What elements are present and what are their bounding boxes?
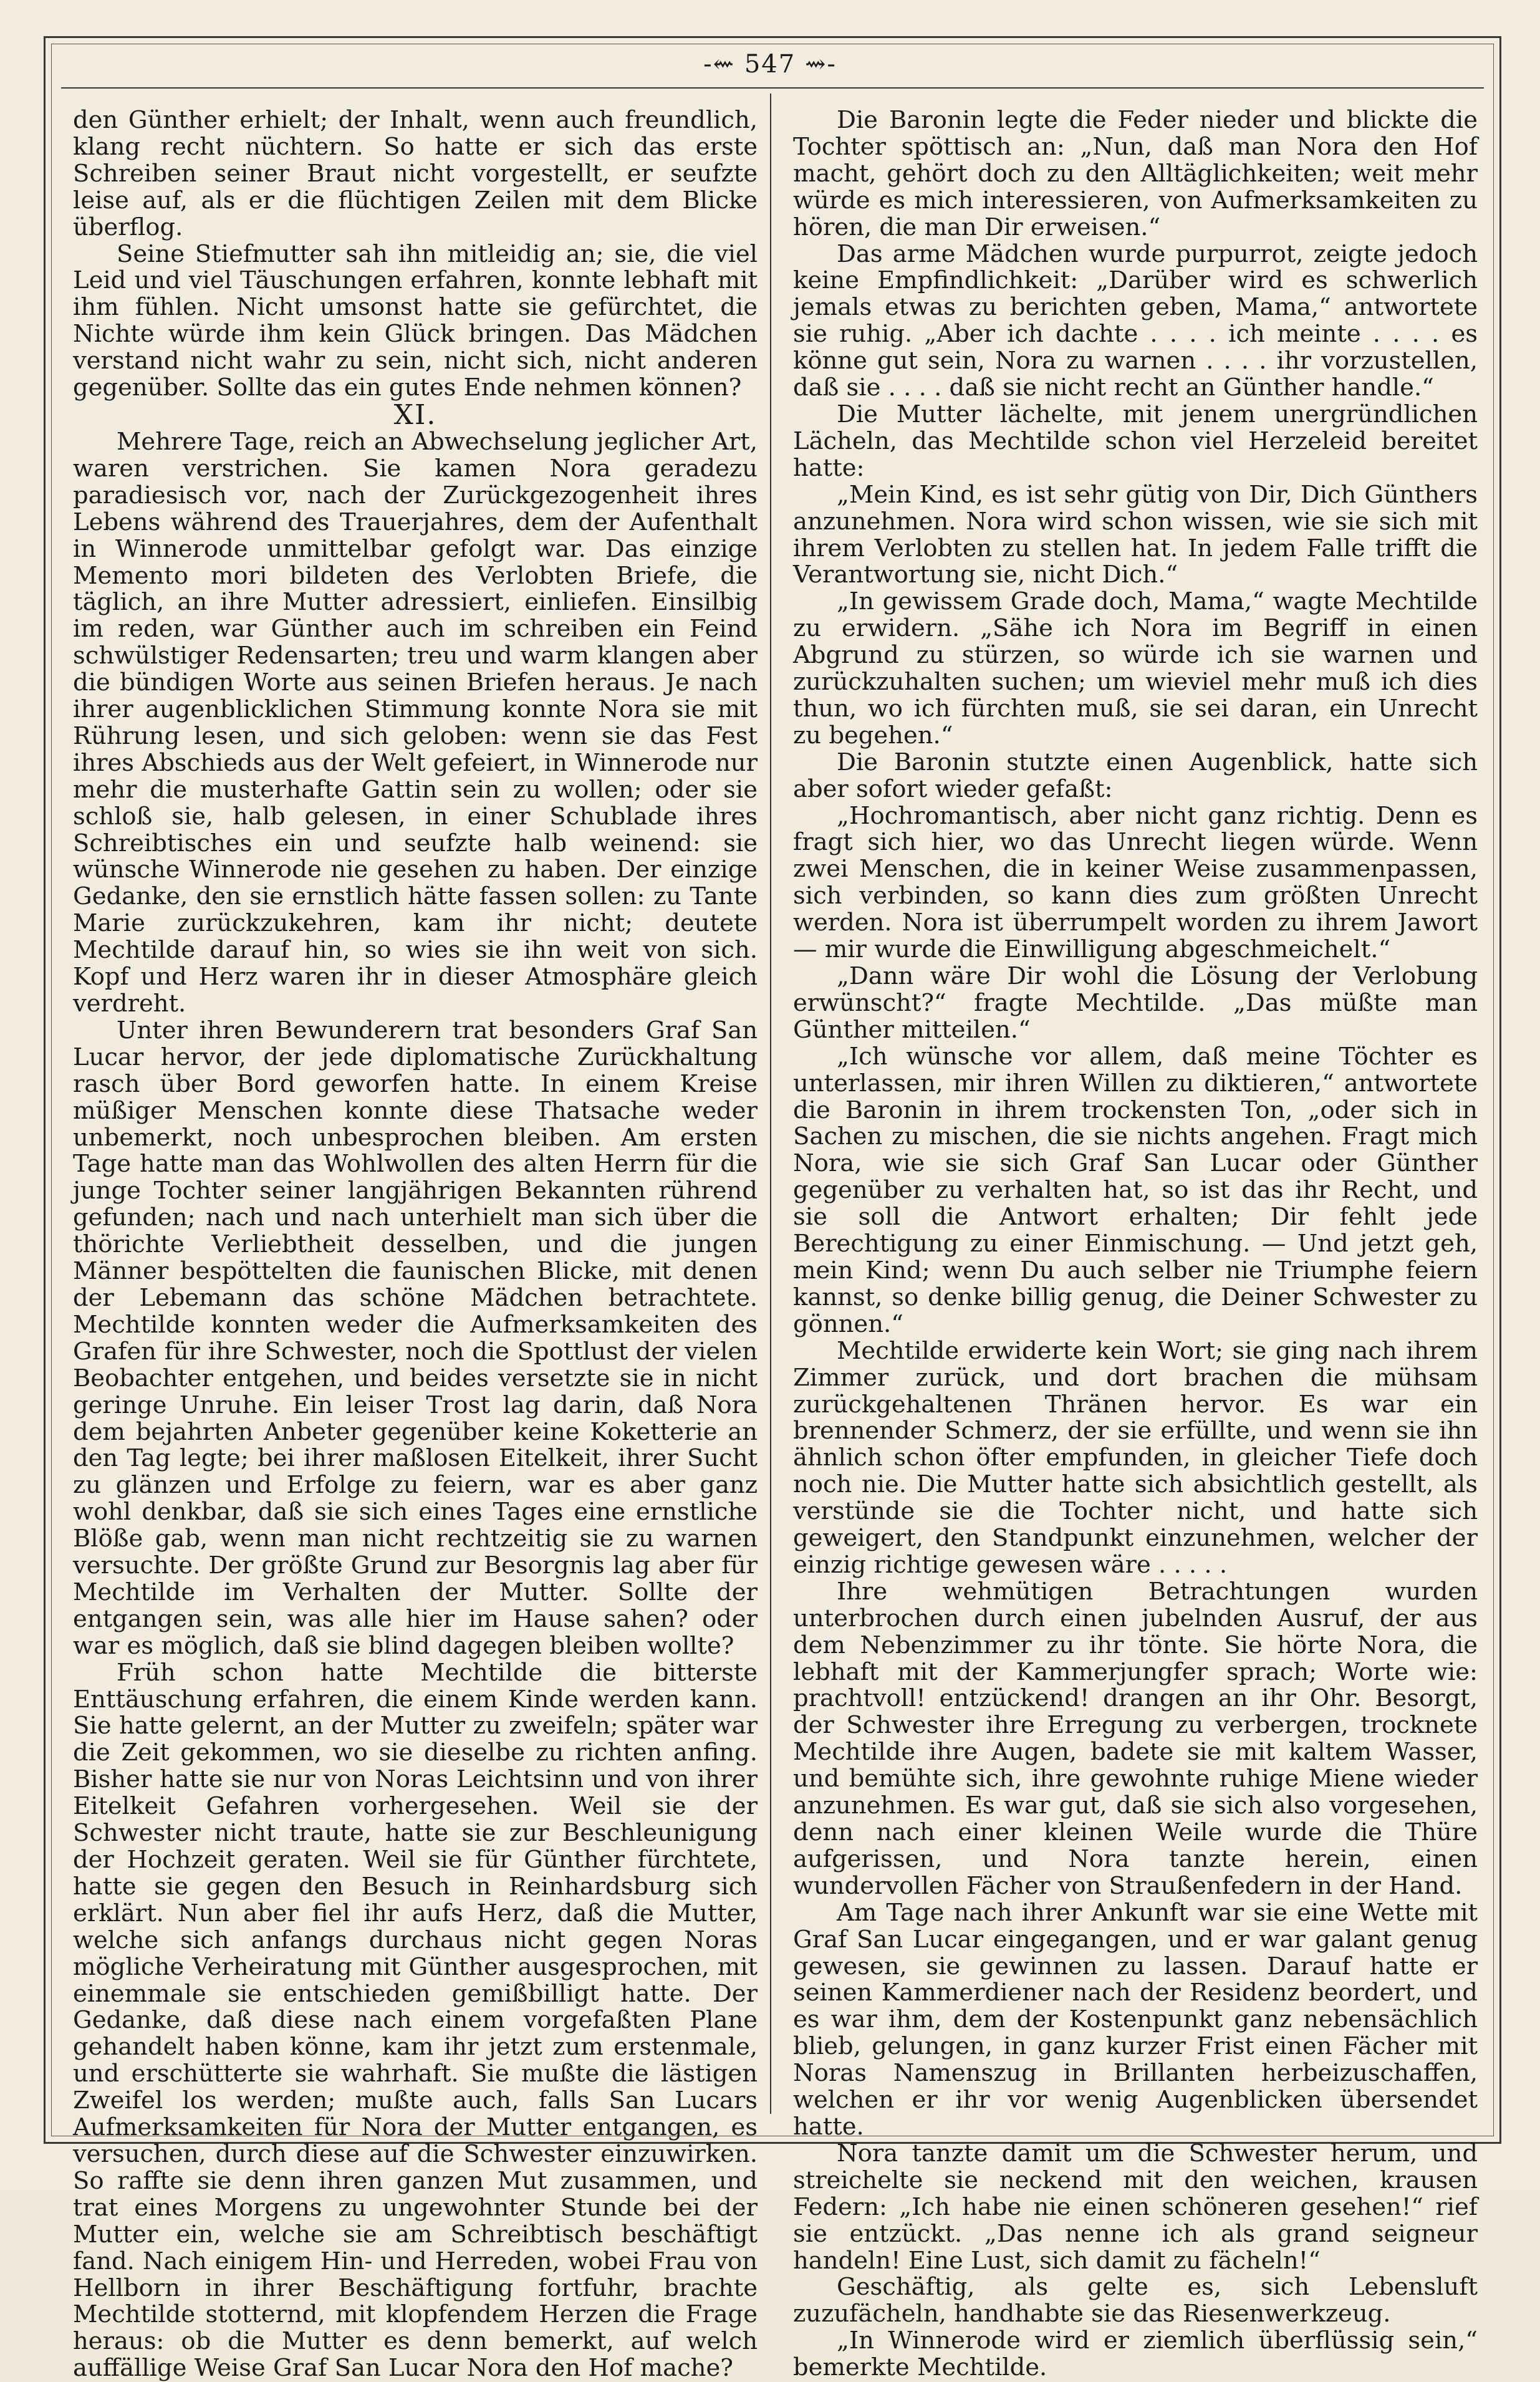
page-number: -⇜ 547 ⇝- <box>703 50 837 79</box>
paragraph: Früh schon hatte Mechtilde die bitterste Enttäuschung erfahren, die einem Kinde werden kann. Sie hatte gelernt, an der Mutter zu zweifeln; später war die Zeit gekommen, wo sie dieselbe zu richten anfing. Bisher hatte sie nur von Noras Leichtsinn und von ihrer Eitelkeit Gefahren vorhergesehen. Weil sie der Schwester nicht traute, hatte sie zur Beschleunigung der Hochzeit geraten. Weil sie für Günther fürchtete, hatte sie gegen den Besuch in Reinhardsburg sich erklärt. Nun aber fiel ihr aufs Herz, daß die Mutter, welche sich anfangs durchaus nicht gegen Noras mögliche Verheiratung mit Günther ausgesprochen, mit einemmale sie entschieden gemißbilligt hatte. Der Gedanke, daß diese nach einem vorgefaßten Plane gehandelt haben könne, kam ihr jetzt zum erstenmale, und erschütterte sie wahrhaft. Sie mußte die lästigen Zweifel los werden; mußte auch, falls San Lucars Aufmerksamkeiten für Nora der Mutter entgangen, es versuchen, durch diese auf die Schwester einzuwirken. So raffte sie denn ihren ganzen Mut zusammen, und trat eines Morgens zu ungewohnter Stunde bei der Mutter ein, welche sie am Schreibtisch beschäftigt fand. Nach einigem Hin- und Herreden, wobei Frau von Hellborn in ihrer Beschäftigung fortfuhr, brachte Mechtilde stotternd, mit klopfendem Herzen die Frage heraus: ob die Mutter es denn bemerkt, auf welch auffällige Weise Graf San Lucar Nora den Hof mache? <box>73 1658 758 2382</box>
paragraph: „Dann wäre Dir wohl die Lösung der Verlobung erwünscht?“ fragte Mechtilde. „Das müßte man Günther mitteilen.“ <box>793 962 1478 1044</box>
column-divider <box>770 94 771 2114</box>
paragraph: „Hochromantisch, aber nicht ganz richtig. Denn es fragt sich hier, wo das Unrecht liegen würde. Wenn zwei Menschen, die in keiner Weise zusammenpassen, sich verbinden, so kann dies zum größten Unrecht werden. Nora ist überrumpelt worden zu ihrem Jawort — mir wurde die Einwilligung abgeschmeichelt.“ <box>793 801 1478 964</box>
paragraph: Unter ihren Bewunderern trat besonders Graf San Lucar hervor, der jede diplomatische Zurückhaltung rasch über Bord geworfen hatte. In einem Kreise müßiger Menschen konnte diese Thatsache weder unbemerkt, noch unbesprochen bleiben. Am ersten Tage hatte man das Wohlwollen des alten Herrn für die junge Tochter seiner langjährigen Bekannten rührend gefunden; nach und nach unterhielt man sich über die thörichte Verliebtheit desselben, und die jungen Männer bespöttelten die faunischen Blicke, mit denen der Lebemann das schöne Mädchen betrachtete. Mechtilde konnten weder die Aufmerksamkeiten des Grafen für ihre Schwester, noch die Spottlust der vielen Beobachter entgehen, und beides versetzte sie in nicht geringe Unruhe. Ein leiser Trost lag darin, daß Nora dem bejahrten Anbeter gegenüber keine Koketterie an den Tag legte; bei ihrer maßlosen Eitelkeit, ihrer Sucht zu glänzen und Erfolge zu feiern, war es aber ganz wohl denkbar, daß sie sich eines Tages eine ernstliche Blöße gab, wenn man nicht rechtzeitig sie zu warnen versuchte. Der größte Grund zur Besorgnis lag aber für Mechtilde im Verhalten der Mutter. Sollte der entgangen sein, was alle hier im Hause sahen? oder war es möglich, daß sie blind dagegen bleiben wollte? <box>73 1016 758 1660</box>
paragraph: Das arme Mädchen wurde purpurrot, zeigte jedoch keine Empfindlichkeit: „Darüber wird es schwerlich jemals etwas zu berichten geben, Mama,“ antwortete sie ruhig. „Aber ich dachte . . . . ich meinte . . . . es könne gut sein, Nora zu warnen . . . . ihr vorzustellen, daß sie . . . . daß sie nicht recht an Günther handle.“ <box>793 239 1478 402</box>
paragraph: „In Winnerode wird er ziemlich überflüssig sein,“ bemerkte Mechtilde. <box>793 2327 1478 2382</box>
paragraph: Geschäftig, als gelte es, sich Lebensluft zuzufächeln, handhabte sie das Riesenwerkzeug. <box>793 2273 1478 2328</box>
right-column <box>793 106 1478 2382</box>
paragraph: Mechtilde erwiderte kein Wort; sie ging nach ihrem Zimmer zurück, und dort brachen die mühsam zurückgehaltenen Thränen hervor. Es war ein brennender Schmerz, der sie erfüllte, und wenn sie ihn ähnlich schon öfter empfunden, in gleicher Tiefe doch noch nie. Die Mutter hatte sich absichtlich gestellt, als verstünde sie die Tochter nicht, und hatte sich geweigert, den Standpunkt einzunehmen, welcher der einzig richtige gewesen wäre . . . . . <box>793 1336 1478 1579</box>
paragraph: „Mein Kind, es ist sehr gütig von Dir, Dich Günthers anzunehmen. Nora wird schon wissen, wie sie sich mit ihrem Verlobten zu stellen hat. In jedem Falle trifft die Verantwortung sie, nicht Dich.“ <box>793 480 1478 589</box>
paragraph: Die Baronin stutzte einen Augenblick, hatte sich aber sofort wieder gefaßt: <box>793 748 1478 803</box>
header-rule <box>61 87 1484 89</box>
paragraph: Die Baronin legte die Feder nieder und blickte die Tochter spöttisch an: „Nun, daß man Nora den Hof macht, gehört doch zu den Alltäglichkeiten; weit mehr würde es mich interessieren, von Aufmerksamkeiten zu hören, die man Dir erweisen.“ <box>793 106 1478 241</box>
paragraph: Ihre wehmütigen Betrachtungen wurden unterbrochen durch einen jubelnden Ausruf, der aus dem Nebenzimmer zu ihr tönte. Sie hörte Nora, die lebhaft mit der Kammerjungfer sprach; Worte wie: prachtvoll! entzückend! drangen an ihr Ohr. Besorgt, der Schwester ihre Erregung zu verbergen, trocknete Mechtilde ihre Augen, badete sie mit kaltem Wasser, und bemühte sich, ihre gewohnte ruhige Miene wieder anzunehmen. Es war gut, daß sie sich also vorgesehen, denn nach einer kleinen Weile wurde die Thüre aufgerissen, und Nora tanzte herein, einen wundervollen Fächer von Straußenfedern in der Hand. <box>793 1577 1478 1900</box>
paragraph: „Ich wünsche vor allem, daß meine Töchter es unterlassen, mir ihren Willen zu diktieren,“ antwortete die Baronin in ihrem trockensten Ton, „oder sich in Sachen zu mischen, die sie nichts angehen. Fragt mich Nora, wie sie sich Graf San Lucar oder Günther gegenüber zu verhalten hat, so ist das ihr Recht, und sie soll die Antwort erhalten; Dir fehlt jede Berechtigung zu einer Einmischung. — Und jetzt geh, mein Kind; wenn Du auch selber nie Triumphe feiern kannst, so denke billig genug, die Deiner Schwester zu gönnen.“ <box>793 1042 1478 1338</box>
paragraph: Die Mutter lächelte, mit jenem unergründlichen Lächeln, das Mechtilde schon viel Herzeleid bereitet hatte: <box>793 400 1478 482</box>
paragraph: Seine Stiefmutter sah ihn mitleidig an; sie, die viel Leid und viel Täuschungen erfahren, konnte lebhaft mit ihm fühlen. Nicht umsonst hatte sie gefürchtet, die Nichte würde ihm kein Glück bringen. Das Mädchen verstand nicht wahr zu sein, nicht sich, nicht anderen gegenüber. Sollte das ein gutes Ende nehmen können? <box>73 239 758 402</box>
paragraph: den Günther erhielt; der Inhalt, wenn auch freundlich, klang recht nüchtern. So hatte er sich das erste Schreiben seiner Braut nicht vorgestellt, er seufzte leise auf, als er die flüchtigen Zeilen mit dem Blicke überflog. <box>73 106 758 241</box>
paragraph: Mehrere Tage, reich an Abwechselung jeglicher Art, waren verstrichen. Sie kamen Nora geradezu paradiesisch vor, nach der Zurückgezogenheit ihres Lebens während des Trauerjahres, dem der Aufenthalt in Winnerode unmittelbar gefolgt war. Das einzige Memento mori bildeten des Verlobten Briefe, die täglich, an ihre Mutter adressiert, einliefen. Einsilbig im reden, war Günther auch im schreiben ein Feind schwülstiger Redensarten; treu und warm klangen aber die bündigen Worte aus seinen Briefen heraus. Je nach ihrer augenblicklichen Stimmung konnte Nora sie mit Rührung lesen, und sich geloben: wenn sie das Fest ihres Abschieds aus der Welt gefeiert, in Winnerode nur mehr die musterhafte Gattin sein zu wollen; oder sie schloß sie, halb gelesen, in einer Schublade ihres Schreibtisches ein und seufzte halb weinend: sie wünsche Winnerode nie gesehen zu haben. Der einzige Gedanke, den sie ernstlich hätte fassen sollen: zu Tante Marie zurückzukehren, kam ihr nicht; deutete Mechtilde darauf hin, so wies sie ihn weit von sich. Kopf und Herz waren ihr in dieser Atmosphäre gleich verdreht. <box>73 427 758 1018</box>
paragraph: Nora tanzte damit um die Schwester herum, und streichelte sie neckend mit den weichen, krausen Federn: „Ich habe nie einen schöneren gesehen!“ rief sie entzückt. „Das nenne ich als grand seigneur handeln! Eine Lust, sich damit zu fächeln!“ <box>793 2139 1478 2275</box>
paragraph: „In gewissem Grade doch, Mama,“ wagte Mechtilde zu erwidern. „Sähe ich Nora im Begriff in einen Abgrund zu stürzen, so würde ich sie warnen und zurückzuhalten suchen; um wieviel mehr muß ich dies thun, wo ich fürchten muß, sie sei daran, ein Unrecht zu begehen.“ <box>793 587 1478 750</box>
chapter-heading: XI. <box>393 398 437 431</box>
paragraph: Am Tage nach ihrer Ankunft war sie eine Wette mit Graf San Lucar eingegangen, und er war galant genug gewesen, sie gewinnen zu lassen. Darauf hatte er seinen Kammerdiener nach der Residenz beordert, und es war ihm, dem der Kostenpunkt ganz nebensächlich blieb, gelungen, in ganz kurzer Frist einen Fächer mit Noras Namenszug in Brillanten herbeizuschaffen, welchen er ihr vor wenig Augenblicken übersendet hatte. <box>793 1898 1478 2141</box>
left-column <box>73 106 758 2382</box>
